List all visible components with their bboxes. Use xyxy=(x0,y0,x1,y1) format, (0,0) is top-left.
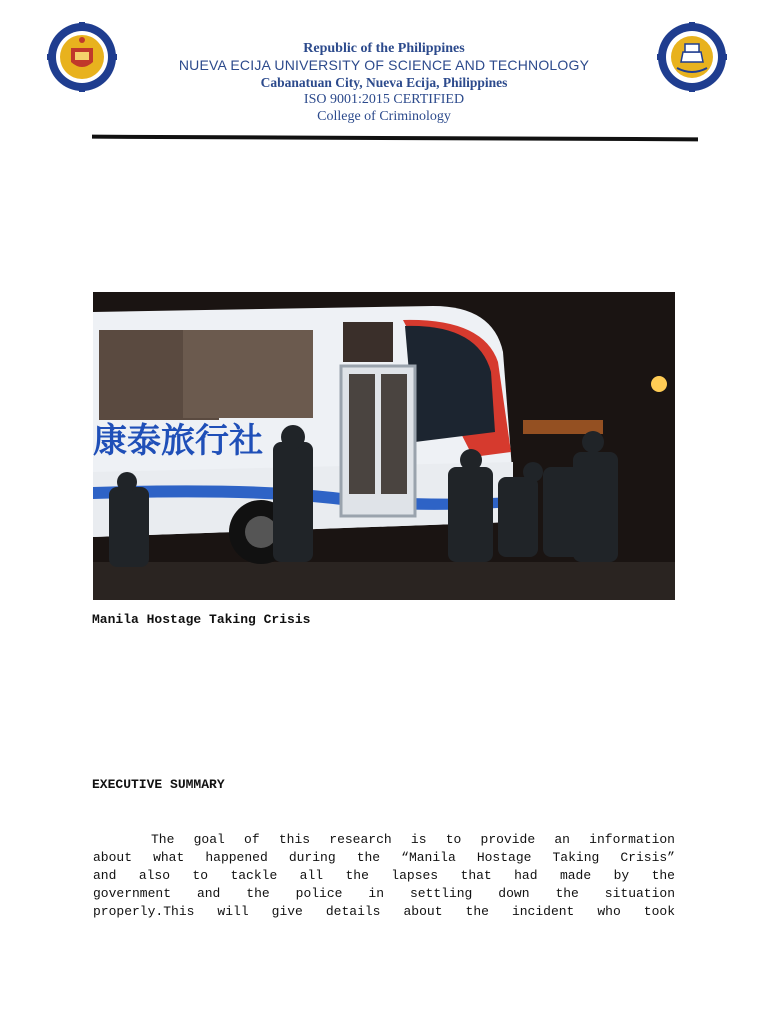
hostage-bus-photo xyxy=(93,292,675,600)
header-university: NUEVA ECIJA UNIVERSITY OF SCIENCE AND TECHNOLOGY xyxy=(178,57,590,73)
executive-summary-paragraph xyxy=(93,831,675,921)
header-location: Cabanatuan City, Nueva Ecija, Philippines xyxy=(260,75,508,90)
bus-company-text: 康泰旅行社 xyxy=(93,421,263,461)
paragraph-line: properly.This will give details about the incident who took xyxy=(93,904,675,919)
paragraph-line: about what happened during the “Manila Hostage Taking Crisis” xyxy=(93,850,675,865)
paragraph-line: government and the police in settling down the situation xyxy=(93,886,675,901)
header-iso: ISO 9001:2015 CERTIFIED xyxy=(303,92,465,107)
header-republic: Republic of the Philippines xyxy=(303,41,465,56)
header-divider xyxy=(92,135,698,142)
section-title: EXECUTIVE SUMMARY xyxy=(92,777,225,792)
document-header xyxy=(0,40,768,125)
paragraph-line: and also to tackle all the lapses that had made by the xyxy=(93,868,675,883)
paragraph-line: The goal of this research is to provide an information xyxy=(151,832,675,847)
photo-caption: Manila Hostage Taking Crisis xyxy=(92,612,311,627)
header-college: College of Criminology xyxy=(317,109,451,124)
